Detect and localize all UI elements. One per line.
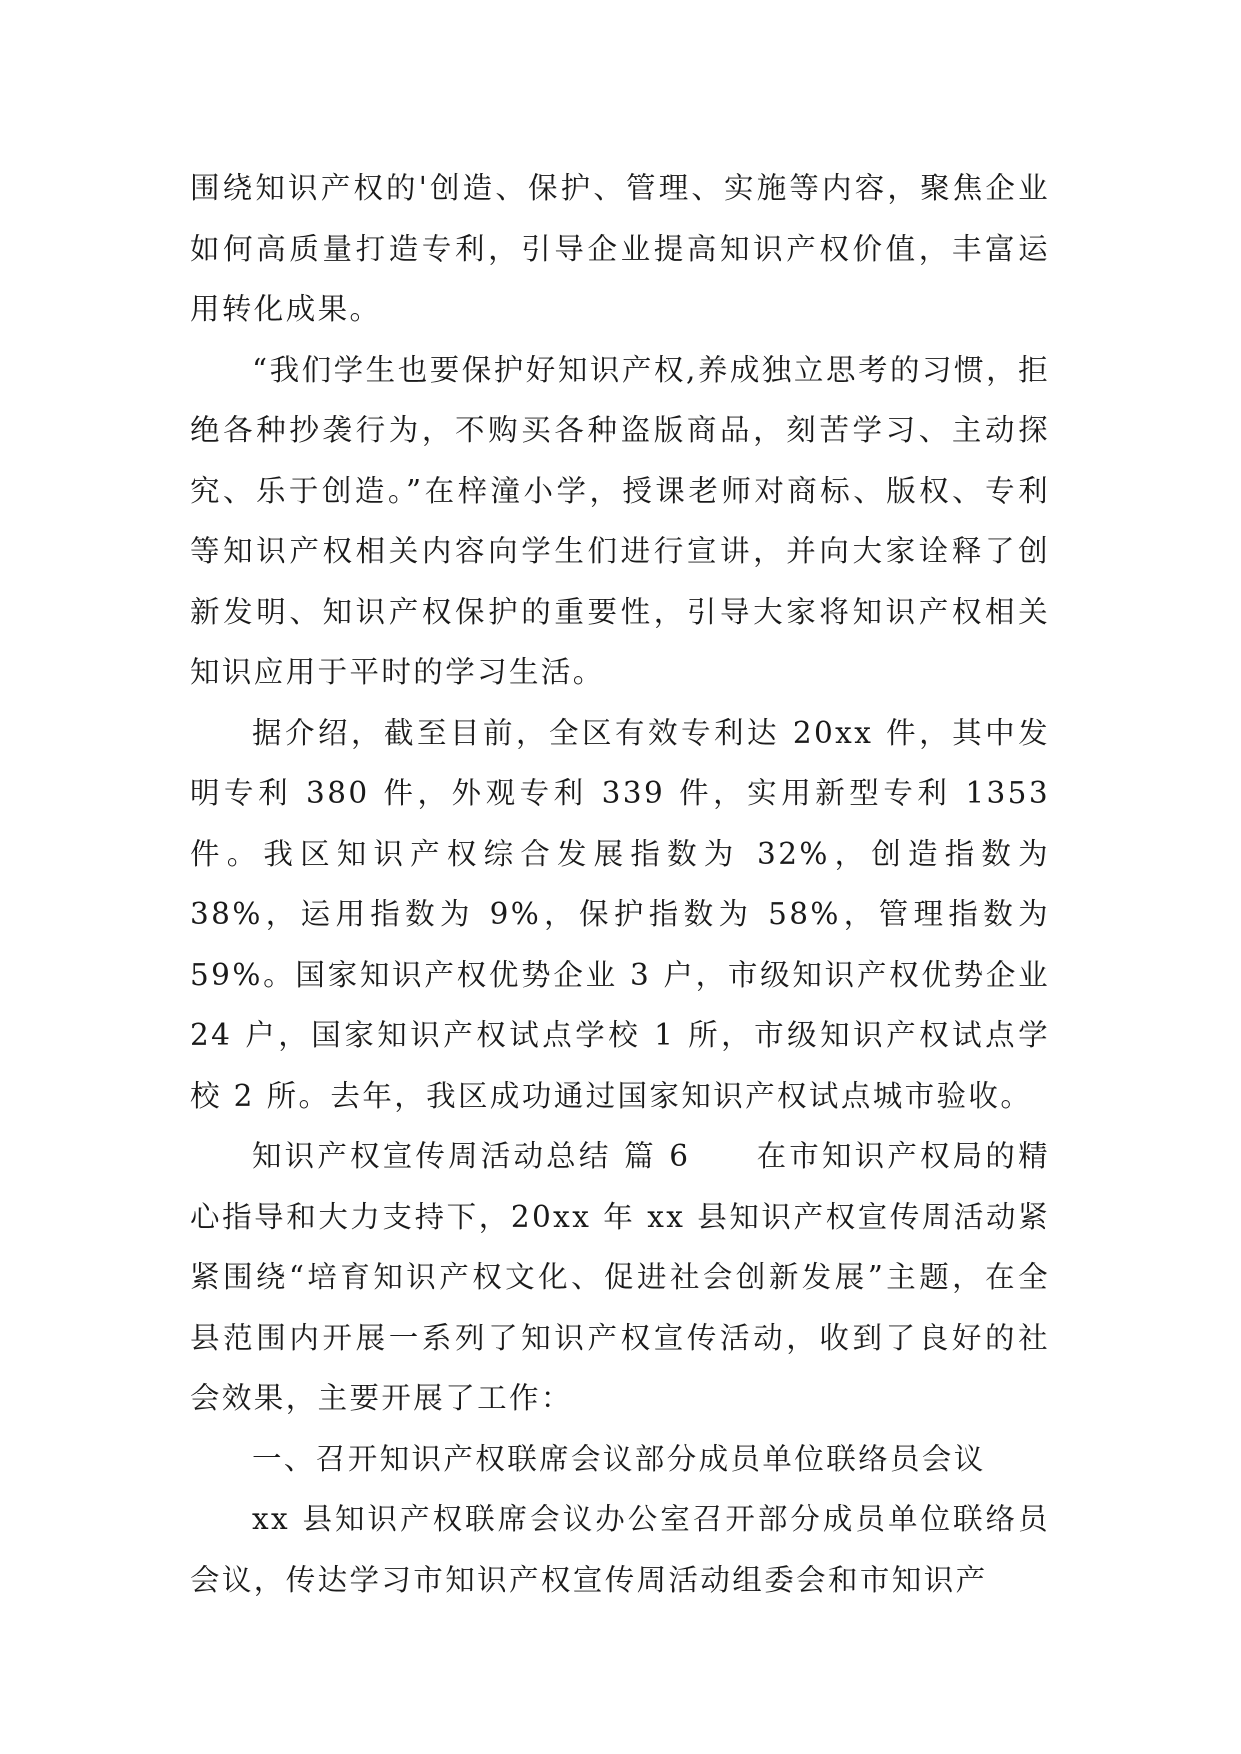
section-heading: 一、召开知识产权联席会议部分成员单位联络员会议 bbox=[252, 1441, 986, 1476]
paragraph-5: xx 县知识产权联席会议办公室召开部分成员单位联络员会议，传达学习市知识产权宣传周活动组委会和市知识产 bbox=[190, 1502, 1050, 1597]
paragraph-2: “我们学生也要保护好知识产权,养成独立思考的习惯，拒绝各种抄袭行为，不购买各种盗版商品，刻苦学习、主动探究、乐于创造。”在梓潼小学，授课老师对商标、版权、专利等知识产权相关内容向学生们进行宣讲，并向大家诠释了创新发明、知识产权保护的重要性，引导大家将知识产权相关知识应用于平时的学习生活。 bbox=[190, 352, 1050, 689]
paragraph-4: 知识产权宣传周活动总结 篇 6 在市知识产权局的精心指导和大力支持下，20xx 年 xx 县知识产权宣传周活动紧紧围绕“培育知识产权文化、促进社会创新发展”主题，在全县范围内开展一系列了知识产权宣传活动，收到了良好的社会效果，主要开展了工作： bbox=[190, 1139, 1050, 1415]
paragraph-3: 据介绍，截至目前，全区有效专利达 20xx 件，其中发明专利 380 件，外观专利 339 件，实用新型专利 1353 件。我区知识产权综合发展指数为 32%，创造指数为 38%，运用指数为 9%，保护指数为 58%，管理指数为 59%。国家知识产权优势企业 3 户，市级知识产权优势企业 24 户，国家知识产权试点学校 1 所，市级知识产权试点学校 2 所。去年，我区成功通过国家知识产权试点城市验收。 bbox=[190, 715, 1050, 1113]
document-body bbox=[190, 158, 1050, 1610]
paragraph-1: 围绕知识产权的'创造、保护、管理、实施等内容，聚焦企业如何高质量打造专利，引导企业提高知识产权价值，丰富运用转化成果。 bbox=[190, 171, 1050, 326]
